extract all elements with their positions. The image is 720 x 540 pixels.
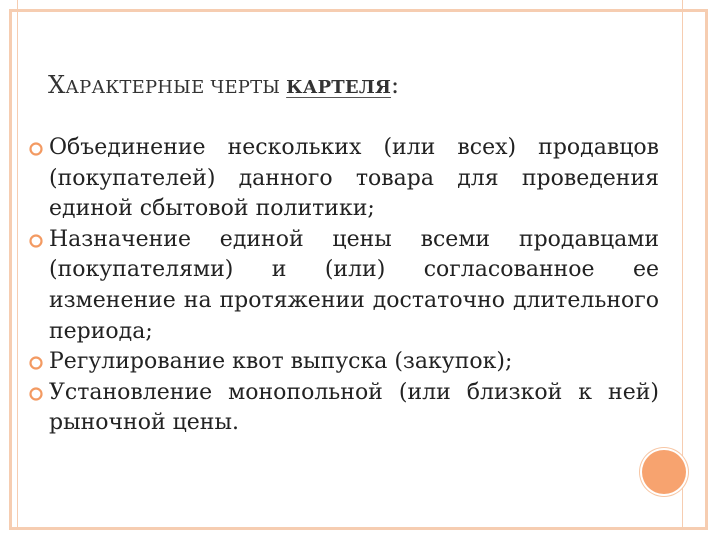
list-item-text: Регулирование квот выпуска (закупок); bbox=[49, 349, 513, 375]
list-item bbox=[29, 133, 659, 225]
title-first-letter: Х bbox=[48, 71, 66, 99]
title-colon: : bbox=[391, 71, 400, 99]
list-item bbox=[29, 378, 659, 439]
bullet-list bbox=[29, 133, 659, 439]
slide-title bbox=[48, 71, 399, 99]
circle-bullet-icon bbox=[29, 142, 43, 156]
title-rest: АРАКТЕРНЫЕ ЧЕРТЫ bbox=[65, 77, 287, 98]
orange-circle-icon bbox=[642, 450, 686, 494]
list-item bbox=[29, 347, 659, 378]
list-item-text: Установление монопольной (или близкой к ней) рыночной цены. bbox=[49, 379, 659, 436]
list-item-text: Объединение нескольких (или всех) продавцов (покупателей) данного товара для проведения единой сбытовой политики; bbox=[49, 135, 659, 222]
circle-bullet-icon bbox=[29, 234, 43, 248]
title-accent: КАРТЕЛЯ bbox=[286, 77, 392, 98]
circle-bullet-icon bbox=[29, 356, 43, 370]
list-item bbox=[29, 225, 659, 347]
list-item-text: Назначение единой цены всеми продавцами (покупателями) и (или) согласованное ее изменение на протяжении достаточно длительного периода; bbox=[49, 226, 659, 344]
circle-bullet-icon bbox=[29, 387, 43, 401]
